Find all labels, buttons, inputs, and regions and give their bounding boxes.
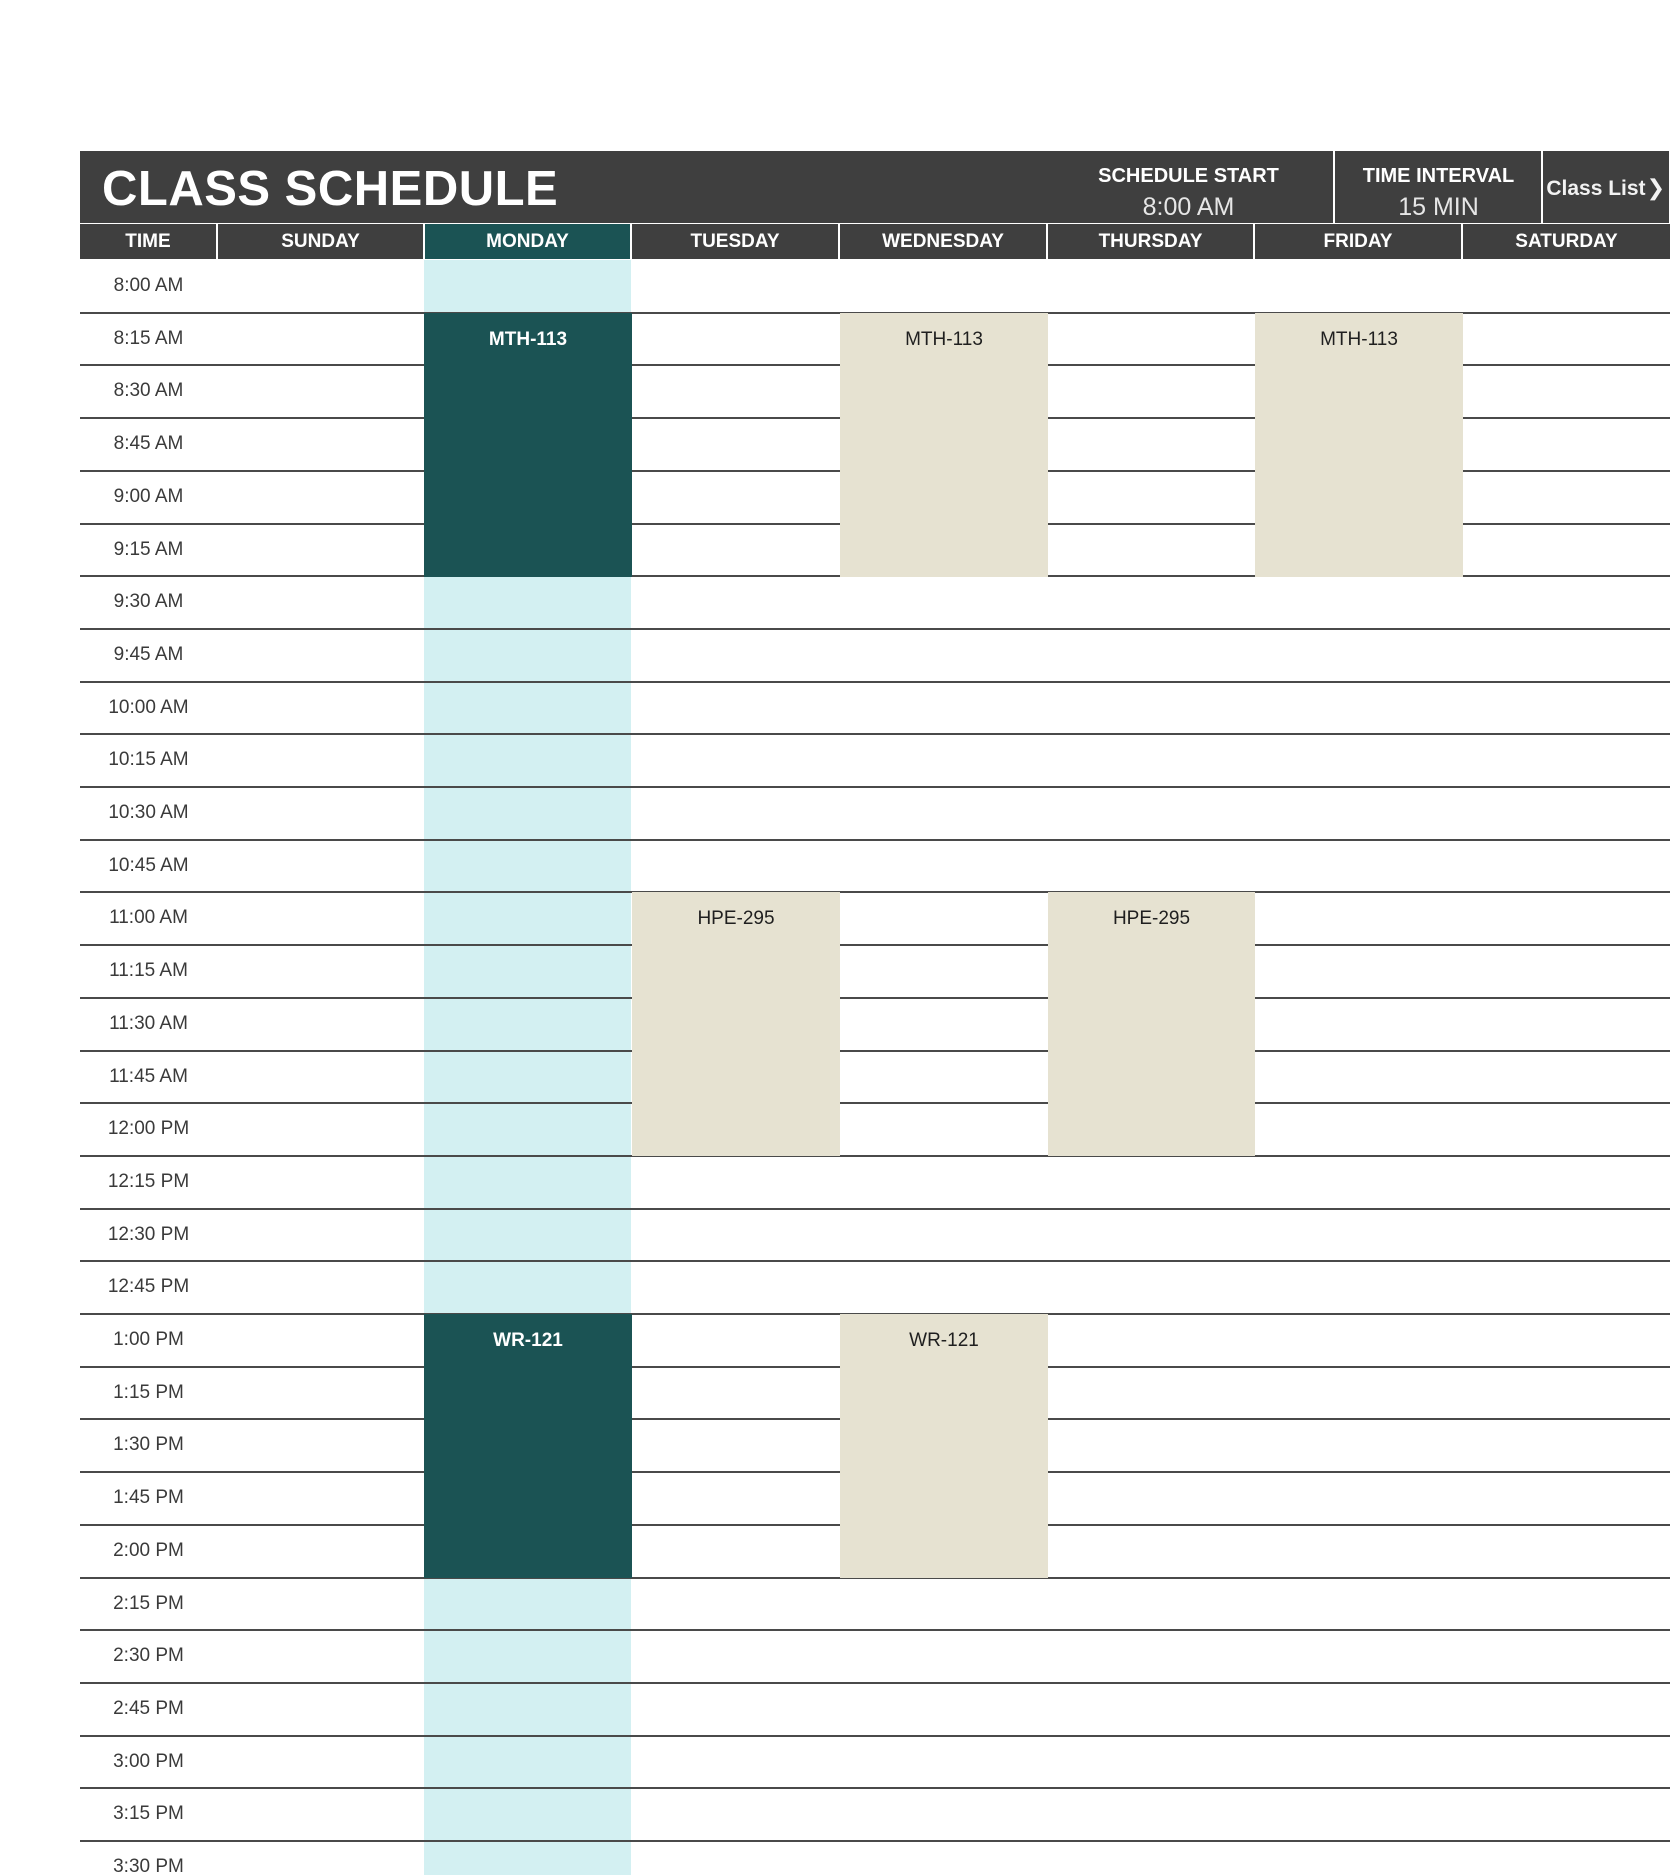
time-label: 12:45 PM bbox=[107, 1276, 190, 1298]
class-list-label: Class List bbox=[1546, 177, 1646, 200]
time-label: 12:15 PM bbox=[107, 1170, 190, 1192]
class-code: WR-121 bbox=[493, 1330, 563, 1351]
class-code: HPE-295 bbox=[1112, 908, 1191, 929]
schedule-start-value[interactable]: 8:00 AM bbox=[1142, 193, 1235, 221]
row-separator bbox=[80, 1787, 1670, 1789]
row-separator bbox=[80, 628, 1670, 630]
class-block-hpe-295-tuesday[interactable] bbox=[632, 892, 840, 1156]
time-label: 3:15 PM bbox=[113, 1803, 184, 1825]
column-header-friday: FRIDAY bbox=[1255, 224, 1463, 259]
time-label: 3:30 PM bbox=[113, 1856, 184, 1875]
class-code: WR-121 bbox=[909, 1330, 979, 1351]
time-label: 2:15 PM bbox=[113, 1592, 184, 1614]
row-separator bbox=[80, 681, 1670, 683]
class-block-wr-121-monday[interactable] bbox=[424, 1314, 632, 1578]
time-label: 1:30 PM bbox=[113, 1434, 184, 1456]
time-label: 11:45 AM bbox=[109, 1065, 188, 1087]
column-header-sunday: SUNDAY bbox=[218, 224, 425, 259]
class-block-hpe-295-thursday[interactable] bbox=[1048, 892, 1255, 1156]
time-label: 3:00 PM bbox=[113, 1750, 184, 1772]
row-separator bbox=[80, 1050, 1670, 1052]
row-separator bbox=[80, 1840, 1670, 1842]
time-label: 2:45 PM bbox=[113, 1697, 184, 1719]
time-label: 10:30 AM bbox=[108, 802, 189, 823]
time-label: 9:00 AM bbox=[113, 485, 184, 507]
time-label: 12:30 PM bbox=[107, 1223, 190, 1245]
time-label: 2:30 PM bbox=[113, 1645, 184, 1667]
time-label: 2:00 PM bbox=[113, 1539, 184, 1561]
class-code: MTH-113 bbox=[488, 329, 568, 350]
time-label: 8:30 AM bbox=[113, 380, 184, 402]
time-label: 8:45 AM bbox=[113, 433, 184, 455]
class-code: HPE-295 bbox=[697, 908, 775, 929]
time-label: 10:45 AM bbox=[108, 854, 189, 876]
row-separator bbox=[80, 997, 1670, 999]
time-label: 9:15 AM bbox=[113, 538, 184, 560]
chevron-right-icon: ❯ bbox=[1646, 175, 1665, 200]
row-separator bbox=[80, 944, 1670, 946]
column-header-tuesday: TUESDAY bbox=[632, 224, 840, 259]
class-code: MTH-113 bbox=[1320, 329, 1398, 350]
time-label: 11:00 AM bbox=[109, 907, 188, 929]
time-label: 8:15 AM bbox=[113, 327, 184, 349]
row-separator bbox=[80, 1208, 1670, 1210]
time-label: 11:30 AM bbox=[109, 1012, 188, 1034]
class-block-mth-113-wednesday[interactable] bbox=[840, 313, 1048, 577]
row-separator bbox=[80, 786, 1670, 788]
class-code: MTH-113 bbox=[905, 329, 983, 350]
column-header-monday: MONDAY bbox=[425, 224, 632, 259]
column-header-thursday: THURSDAY bbox=[1048, 224, 1255, 259]
column-header-saturday: SATURDAY bbox=[1463, 224, 1670, 259]
time-label: 10:15 AM bbox=[108, 749, 189, 771]
time-label: 12:00 PM bbox=[107, 1118, 190, 1140]
column-header-wednesday: WEDNESDAY bbox=[840, 224, 1048, 259]
class-block-mth-113-friday[interactable] bbox=[1255, 313, 1463, 577]
schedule-start-label: SCHEDULE START bbox=[1098, 165, 1279, 187]
row-separator bbox=[80, 1155, 1670, 1157]
time-label: 1:45 PM bbox=[113, 1487, 184, 1509]
time-label: 1:15 PM bbox=[113, 1381, 184, 1403]
class-block-wr-121-wednesday[interactable] bbox=[840, 1314, 1048, 1578]
time-label: 10:00 AM bbox=[108, 696, 189, 718]
time-label: 8:00 AM bbox=[113, 275, 184, 296]
row-separator bbox=[80, 839, 1670, 841]
row-separator bbox=[80, 733, 1670, 735]
time-interval-value[interactable]: 15 MIN bbox=[1398, 193, 1479, 221]
row-separator bbox=[80, 1102, 1670, 1104]
time-label: 9:30 AM bbox=[113, 591, 184, 613]
class-block-mth-113-monday[interactable] bbox=[424, 313, 632, 577]
row-separator bbox=[80, 1629, 1670, 1631]
time-label: 9:45 AM bbox=[113, 643, 184, 665]
time-interval-label: TIME INTERVAL bbox=[1362, 165, 1515, 187]
row-separator bbox=[80, 1735, 1670, 1737]
time-label: 11:15 AM bbox=[109, 960, 188, 982]
time-label: 1:00 PM bbox=[113, 1329, 184, 1350]
row-separator bbox=[80, 1260, 1670, 1262]
row-separator bbox=[80, 1682, 1670, 1684]
page-title: CLASS SCHEDULE bbox=[102, 162, 559, 216]
column-header-time: TIME bbox=[80, 224, 218, 259]
row-separator bbox=[80, 891, 1670, 893]
